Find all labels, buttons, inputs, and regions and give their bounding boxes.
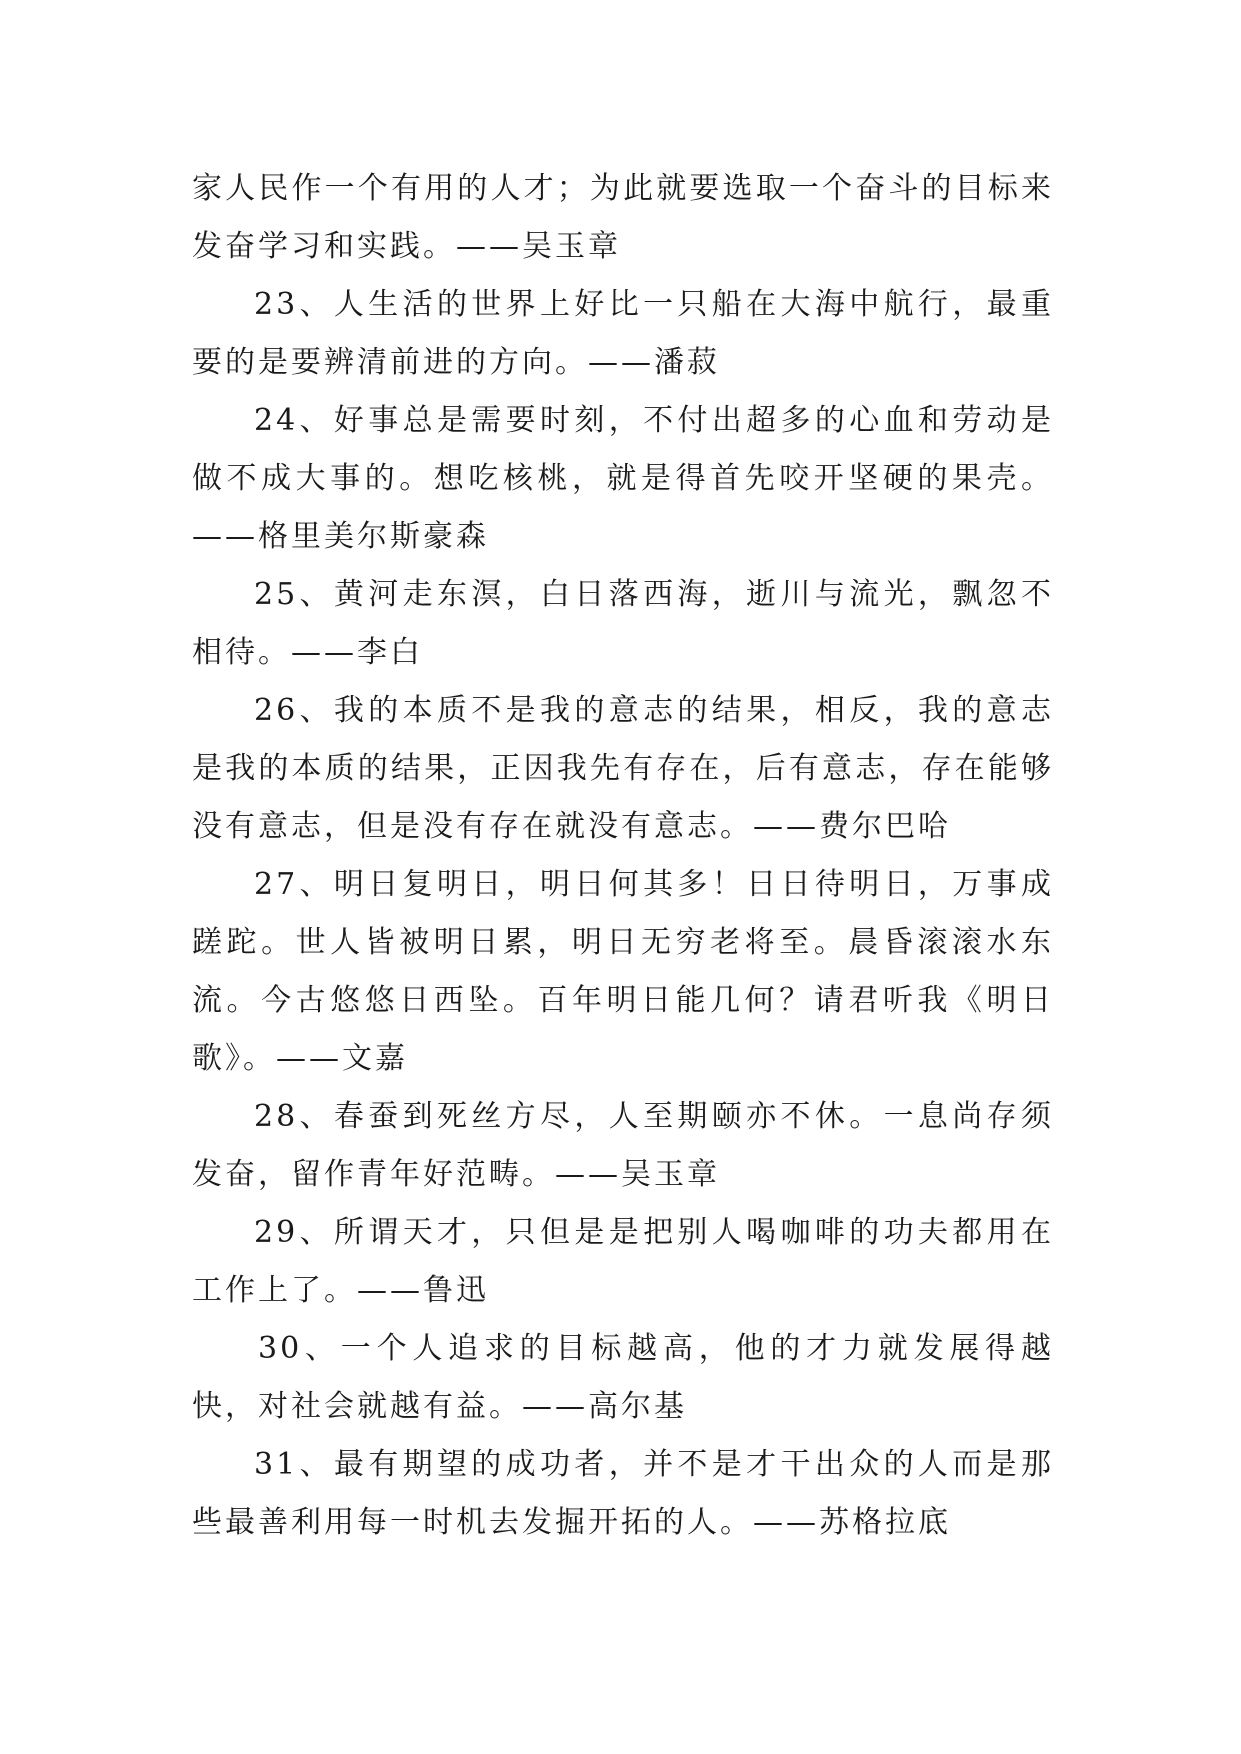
paragraph-continuation: 家人民作一个有用的人才；为此就要选取一个奋斗的目标来发奋学习和实践。——吴玉章 (192, 171, 1054, 264)
quote-paragraph-30: 30、一个人追求的目标越高，他的才力就发展得越快，对社会就越有益。——高尔基 (192, 1331, 1054, 1424)
quote-paragraph-25: 25、黄河走东溟，白日落西海，逝川与流光，飘忽不相待。——李白 (192, 577, 1054, 670)
quote-paragraph-28: 28、春蚕到死丝方尽，人至期颐亦不休。一息尚存须发奋，留作青年好范畴。——吴玉章 (192, 1099, 1054, 1192)
quote-paragraph-27: 27、明日复明日，明日何其多！日日待明日，万事成蹉跎。世人皆被明日累，明日无穷老将至。晨昏滚滚水东流。今古悠悠日西坠。百年明日能几何？请君听我《明日歌》。——文嘉 (192, 867, 1054, 1076)
quote-paragraph-24: 24、好事总是需要时刻，不付出超多的心血和劳动是做不成大事的。想吃核桃，就是得首先咬开坚硬的果壳。——格里美尔斯豪森 (192, 403, 1054, 554)
quote-paragraph-31: 31、最有期望的成功者，并不是才干出众的人而是那些最善利用每一时机去发掘开拓的人。——苏格拉底 (192, 1447, 1054, 1540)
document-page (192, 160, 1054, 1552)
quote-paragraph-23: 23、人生活的世界上好比一只船在大海中航行，最重要的是要辨清前进的方向。——潘菽 (192, 287, 1054, 380)
quote-paragraph-29: 29、所谓天才，只但是是把别人喝咖啡的功夫都用在工作上了。——鲁迅 (192, 1215, 1054, 1308)
quote-paragraph-26: 26、我的本质不是我的意志的结果，相反，我的意志是我的本质的结果，正因我先有存在，后有意志，存在能够没有意志，但是没有存在就没有意志。——费尔巴哈 (192, 693, 1054, 844)
